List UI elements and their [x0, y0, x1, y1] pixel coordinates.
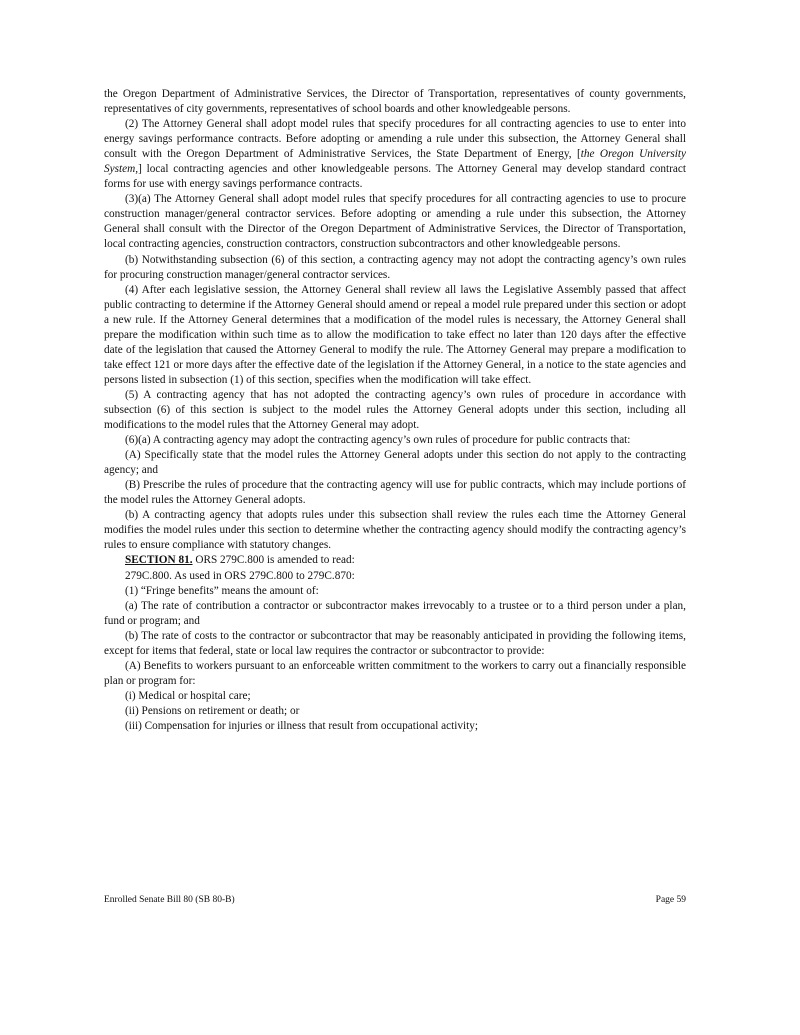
paragraph: (b) The rate of costs to the contractor or subcontractor that may be reasonably anticipated in providing the following items, except for items that federal, state or local law requires the contractor or subcontractor to provide: — [104, 629, 686, 657]
paragraph: (b) Notwithstanding subsection (6) of this section, a contracting agency may not adopt the contracting agency’s own rules for procuring construction manager/general contractor services. — [104, 253, 686, 281]
paragraph: (6)(a) A contracting agency may adopt the contracting agency’s own rules of procedure for public contracts that: — [125, 434, 631, 447]
paragraph: (4) After each legislative session, the Attorney General shall review all laws the Legislative Assembly passed that affect public contracting to determine if the Attorney General should amend or repeal a model rule prepared under this section or adopt a new rule. If the Attorney General determines that a modification of the model rules is necessary, the Attorney General shall prepare the modification within such time as to allow the modification to take effect no later than 120 days after the effective date of the legislation that caused the Attorney General to modify the rule. The Attorney General may prepare a modification to take effect 121 or more days after the effective date of the legislation if the Attorney General, in a notice to the state agencies and persons listed in subsection (1) of this section, specifies when the modification will take effect. — [104, 283, 686, 386]
document-body — [104, 87, 686, 734]
paragraph — [104, 117, 686, 192]
paragraph-text: (2) The Attorney General shall adopt model rules that specify procedures for all contracting agencies to use to enter into energy savings performance contracts. Before adopting or amending a rule under this subsection, the Attorney General shall consult with the Oregon Department of Administrative Services, the State Department of Energy, [ — [104, 118, 686, 161]
paragraph: (a) The rate of contribution a contractor or subcontractor makes irrevocably to a trustee or to a third person under a plan, fund or program; and — [104, 599, 686, 627]
bill-identifier: Enrolled Senate Bill 80 (SB 80-B) — [104, 895, 235, 905]
paragraph: (i) Medical or hospital care; — [125, 689, 251, 702]
paragraph-text: ORS 279C.800 is amended to read: — [192, 554, 355, 567]
paragraph: (3)(a) The Attorney General shall adopt model rules that specify procedures for all contracting agencies to use to procure construction manager/general contractor services. Before adopting or amending a rule under this subsection, the Attorney General shall consult with the Director of the Oregon Department of Administrative Services, the Director of Transportation, local contracting agencies, construction contractors, construction subcontractors and other knowledgeable persons. — [104, 193, 686, 251]
paragraph: (iii) Compensation for injuries or illness that result from occupational activity; — [125, 719, 479, 732]
page-footer — [104, 895, 686, 905]
paragraph-text: ] local contracting agencies and other knowledgeable persons. The Attorney General may develop standard contract forms for use with energy savings performance contracts. — [104, 163, 686, 191]
paragraph: (B) Prescribe the rules of procedure that the contracting agency will use for public contracts, which may include portions of the model rules the Attorney General adopts. — [104, 479, 686, 507]
paragraph: (1) “Fringe benefits” means the amount of: — [125, 584, 319, 597]
paragraph: the Oregon Department of Administrative Services, the Director of Transportation, representatives of county governments, representatives of city governments, representatives of school boards and other knowledgeable persons. — [104, 88, 686, 116]
section-heading: SECTION 81. — [125, 554, 193, 567]
paragraph: (ii) Pensions on retirement or death; or — [125, 704, 300, 717]
bracketed-deleted-text: the Oregon University System, — [104, 148, 686, 176]
paragraph: (b) A contracting agency that adopts rules under this subsection shall review the rules each time the Attorney General modifies the model rules under this section to determine whether the contracting agency should modify the contracting agency’s rules to ensure compliance with statutory changes. — [104, 509, 686, 552]
paragraph: (5) A contracting agency that has not adopted the contracting agency’s own rules of procedure in accordance with subsection (6) of this section is subject to the model rules the Attorney General adopts under this section, including all modifications to the model rules that the Attorney General may adopt. — [104, 388, 686, 432]
page-number: Page 59 — [655, 895, 686, 905]
paragraph: (A) Benefits to workers pursuant to an enforceable written commitment to the workers to carry out a financially responsible plan or program for: — [104, 659, 686, 687]
section-paragraph — [104, 553, 686, 568]
paragraph: 279C.800. As used in ORS 279C.800 to 279C.870: — [125, 569, 355, 582]
paragraph: (A) Specifically state that the model rules the Attorney General adopts under this section do not apply to the contracting agency; and — [104, 449, 686, 477]
